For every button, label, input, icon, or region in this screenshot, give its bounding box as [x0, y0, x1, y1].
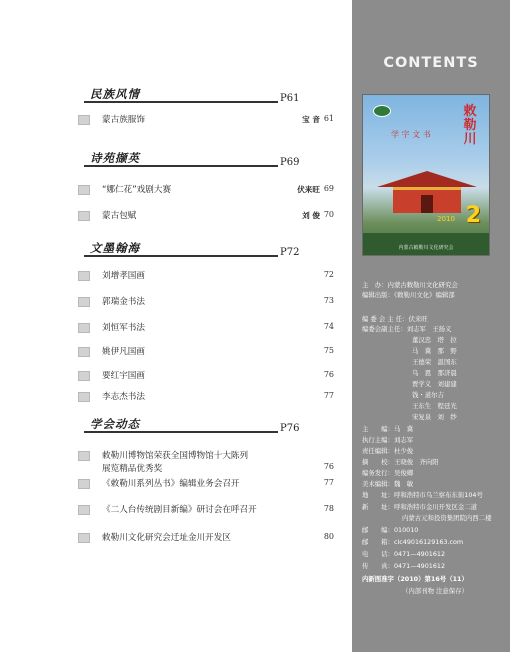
entry-page: 77 — [323, 478, 334, 487]
toc-entry[interactable] — [78, 268, 334, 286]
toc-entry[interactable] — [78, 476, 334, 494]
toc-entry[interactable] — [78, 208, 334, 226]
colophon-permit: 内新图准字（2010）第16号（11） — [362, 575, 468, 583]
colophon-committee-deputy: 编委会副主任：刘志军 王扬义 — [362, 325, 452, 333]
entry-title: 《敕勒川系列丛书》编辑业务会召开 — [102, 479, 240, 489]
section-header — [84, 416, 332, 440]
entry-author: 宝 音 — [302, 115, 320, 124]
colophon-members: 钱・道尔吉 — [412, 391, 444, 399]
colophon-new-address: 新 址：呼和浩特市金川开发区金二道 — [362, 503, 478, 511]
cover-year: 2010 — [437, 215, 455, 223]
toc-entry[interactable] — [78, 389, 334, 407]
bullet-square — [78, 505, 90, 515]
colophon-committee-chair: 编 委 会 主 任：伏来旺 — [362, 315, 428, 323]
magazine-cover-image — [362, 94, 490, 256]
entry-page: 69 — [323, 184, 334, 193]
toc-entry[interactable] — [78, 294, 334, 312]
section-title: 学会动态 — [90, 417, 140, 431]
colophon-proofreader: 摘 校：王晓俊 齐向阳 — [362, 458, 439, 466]
entry-title: 刘增孝国画 — [102, 271, 145, 281]
contents-heading: CONTENTS — [383, 55, 479, 71]
colophon-phone: 电 话：0471—4901612 — [362, 550, 446, 558]
entry-title: 敕勒川文化研究会迁址金川开发区 — [102, 533, 231, 543]
colophon-note: （内部刊物 注意保存） — [402, 587, 468, 595]
section-divider — [84, 431, 278, 433]
section-header — [84, 150, 332, 174]
bullet-square — [78, 347, 90, 357]
colophon-distributor: 编务发行：吴俊卿 — [362, 469, 414, 477]
colophon-fax: 传 真：0471—4901612 — [362, 562, 446, 570]
entry-title: 敕勒川博物馆荣获全国博物馆十大陈列 — [102, 451, 249, 461]
section-divider — [84, 255, 278, 257]
colophon-members: 乌 恩 那济晨 — [412, 369, 457, 377]
colophon-duty-editor: 责任编辑：杜少俊 — [362, 447, 414, 455]
toc-entry[interactable] — [78, 112, 334, 130]
colophon-postcode: 邮 编：010010 — [362, 526, 419, 534]
colophon-email: 邮 箱：clc49016129163.com — [362, 538, 464, 546]
entry-page: 74 — [323, 322, 334, 331]
bullet-square — [78, 479, 90, 489]
cover-handwriting: 学 字 文 书 — [391, 130, 431, 139]
colophon-members: 马 冀 那 野 — [412, 347, 457, 355]
entry-author: 伏来旺 — [297, 185, 320, 194]
toc-entry[interactable] — [78, 530, 334, 548]
section-divider — [84, 101, 278, 103]
entry-title: 《二人台传统剧目新编》研讨会在呼召开 — [102, 505, 257, 515]
entry-title: 李志杰书法 — [102, 392, 145, 402]
bullet-square — [78, 392, 90, 402]
section-page: P61 — [280, 93, 300, 104]
bullet-square — [78, 115, 90, 125]
entry-title: 蒙古族服饰 — [102, 115, 145, 125]
entry-page: 73 — [323, 296, 334, 305]
colophon-members: 王德荣 温国东 — [412, 358, 457, 366]
entry-title: 郭瑞金书法 — [102, 297, 145, 307]
entry-page: 78 — [323, 504, 334, 513]
colophon-publisher: 编辑出版：《敕勒川文化》编辑部 — [362, 291, 455, 299]
section-title: 民族风情 — [90, 87, 140, 101]
cover-caption: 内蒙古敕勒川文化研究会 — [398, 245, 454, 251]
masthead-panel — [352, 0, 510, 652]
toc-entry[interactable] — [78, 320, 334, 338]
toc-entry[interactable] — [78, 502, 334, 520]
cover-issue-number: 2 — [465, 203, 481, 228]
entry-title: 刘恒军书法 — [102, 323, 145, 333]
bullet-square — [78, 533, 90, 543]
entry-page: 77 — [323, 391, 334, 400]
toc-entry[interactable] — [78, 182, 334, 200]
section-header — [84, 240, 332, 264]
entry-page: 61 — [323, 114, 334, 123]
toc-entry[interactable] — [78, 368, 334, 386]
colophon-art-editor: 美术编辑：魏 敏 — [362, 480, 414, 488]
toc-entry[interactable] — [78, 448, 334, 478]
entry-page: 80 — [323, 532, 334, 541]
entry-author: 刘 俊 — [302, 211, 320, 220]
temple-roof-shape — [377, 171, 477, 187]
entry-page: 76 — [323, 370, 334, 379]
section-title: 诗苑撷英 — [90, 151, 140, 165]
colophon-address: 地 址：呼和浩特市乌兰察布东街104号 — [362, 491, 483, 499]
bullet-square — [78, 271, 90, 281]
entry-page: 75 — [323, 346, 334, 355]
toc-entry[interactable] — [78, 344, 334, 362]
bullet-square — [78, 185, 90, 195]
colophon-host: 主 办：内蒙古敕勒川文化研究会 — [362, 281, 458, 289]
colophon-members: 王东生 程廷光 — [412, 402, 457, 410]
colophon-members: 董汉忠 塔 拉 — [412, 336, 457, 344]
section-header — [84, 86, 332, 110]
colophon-exec-editor: 执行主编：刘志军 — [362, 436, 414, 444]
entry-page: 76 — [323, 462, 334, 471]
colophon-members: 贾学义 刘建建 — [412, 380, 457, 388]
bullet-square — [78, 323, 90, 333]
society-logo-icon — [373, 105, 391, 117]
colophon-chief-editor: 主 编：马 冀 — [362, 425, 414, 433]
entry-page: 72 — [323, 270, 334, 279]
entry-title: 蒙古包赋 — [102, 211, 137, 221]
section-title: 文墨翰海 — [90, 241, 140, 255]
entry-page: 70 — [323, 210, 334, 219]
entry-title: 要红宇国画 — [102, 371, 145, 381]
bullet-square — [78, 297, 90, 307]
cover-title: 敕勒川 — [463, 104, 477, 147]
section-page: P69 — [280, 157, 300, 168]
bullet-square — [78, 451, 90, 461]
entry-title: “娜仁花”戏剧大赛 — [102, 185, 172, 195]
section-divider — [84, 165, 278, 167]
section-page: P76 — [280, 423, 300, 434]
entry-title-continued: 展览精品优秀奖 — [102, 464, 163, 474]
bullet-square — [78, 371, 90, 381]
bullet-square — [78, 211, 90, 221]
temple-door-shape — [421, 195, 433, 213]
entry-title: 姚伊凡国画 — [102, 347, 145, 357]
colophon-new-address-cont: 内蒙古元和投资集团院内西二楼 — [402, 514, 492, 522]
colophon-members: 宋复泉 刘 纱 — [412, 413, 457, 421]
section-page: P72 — [280, 247, 300, 258]
